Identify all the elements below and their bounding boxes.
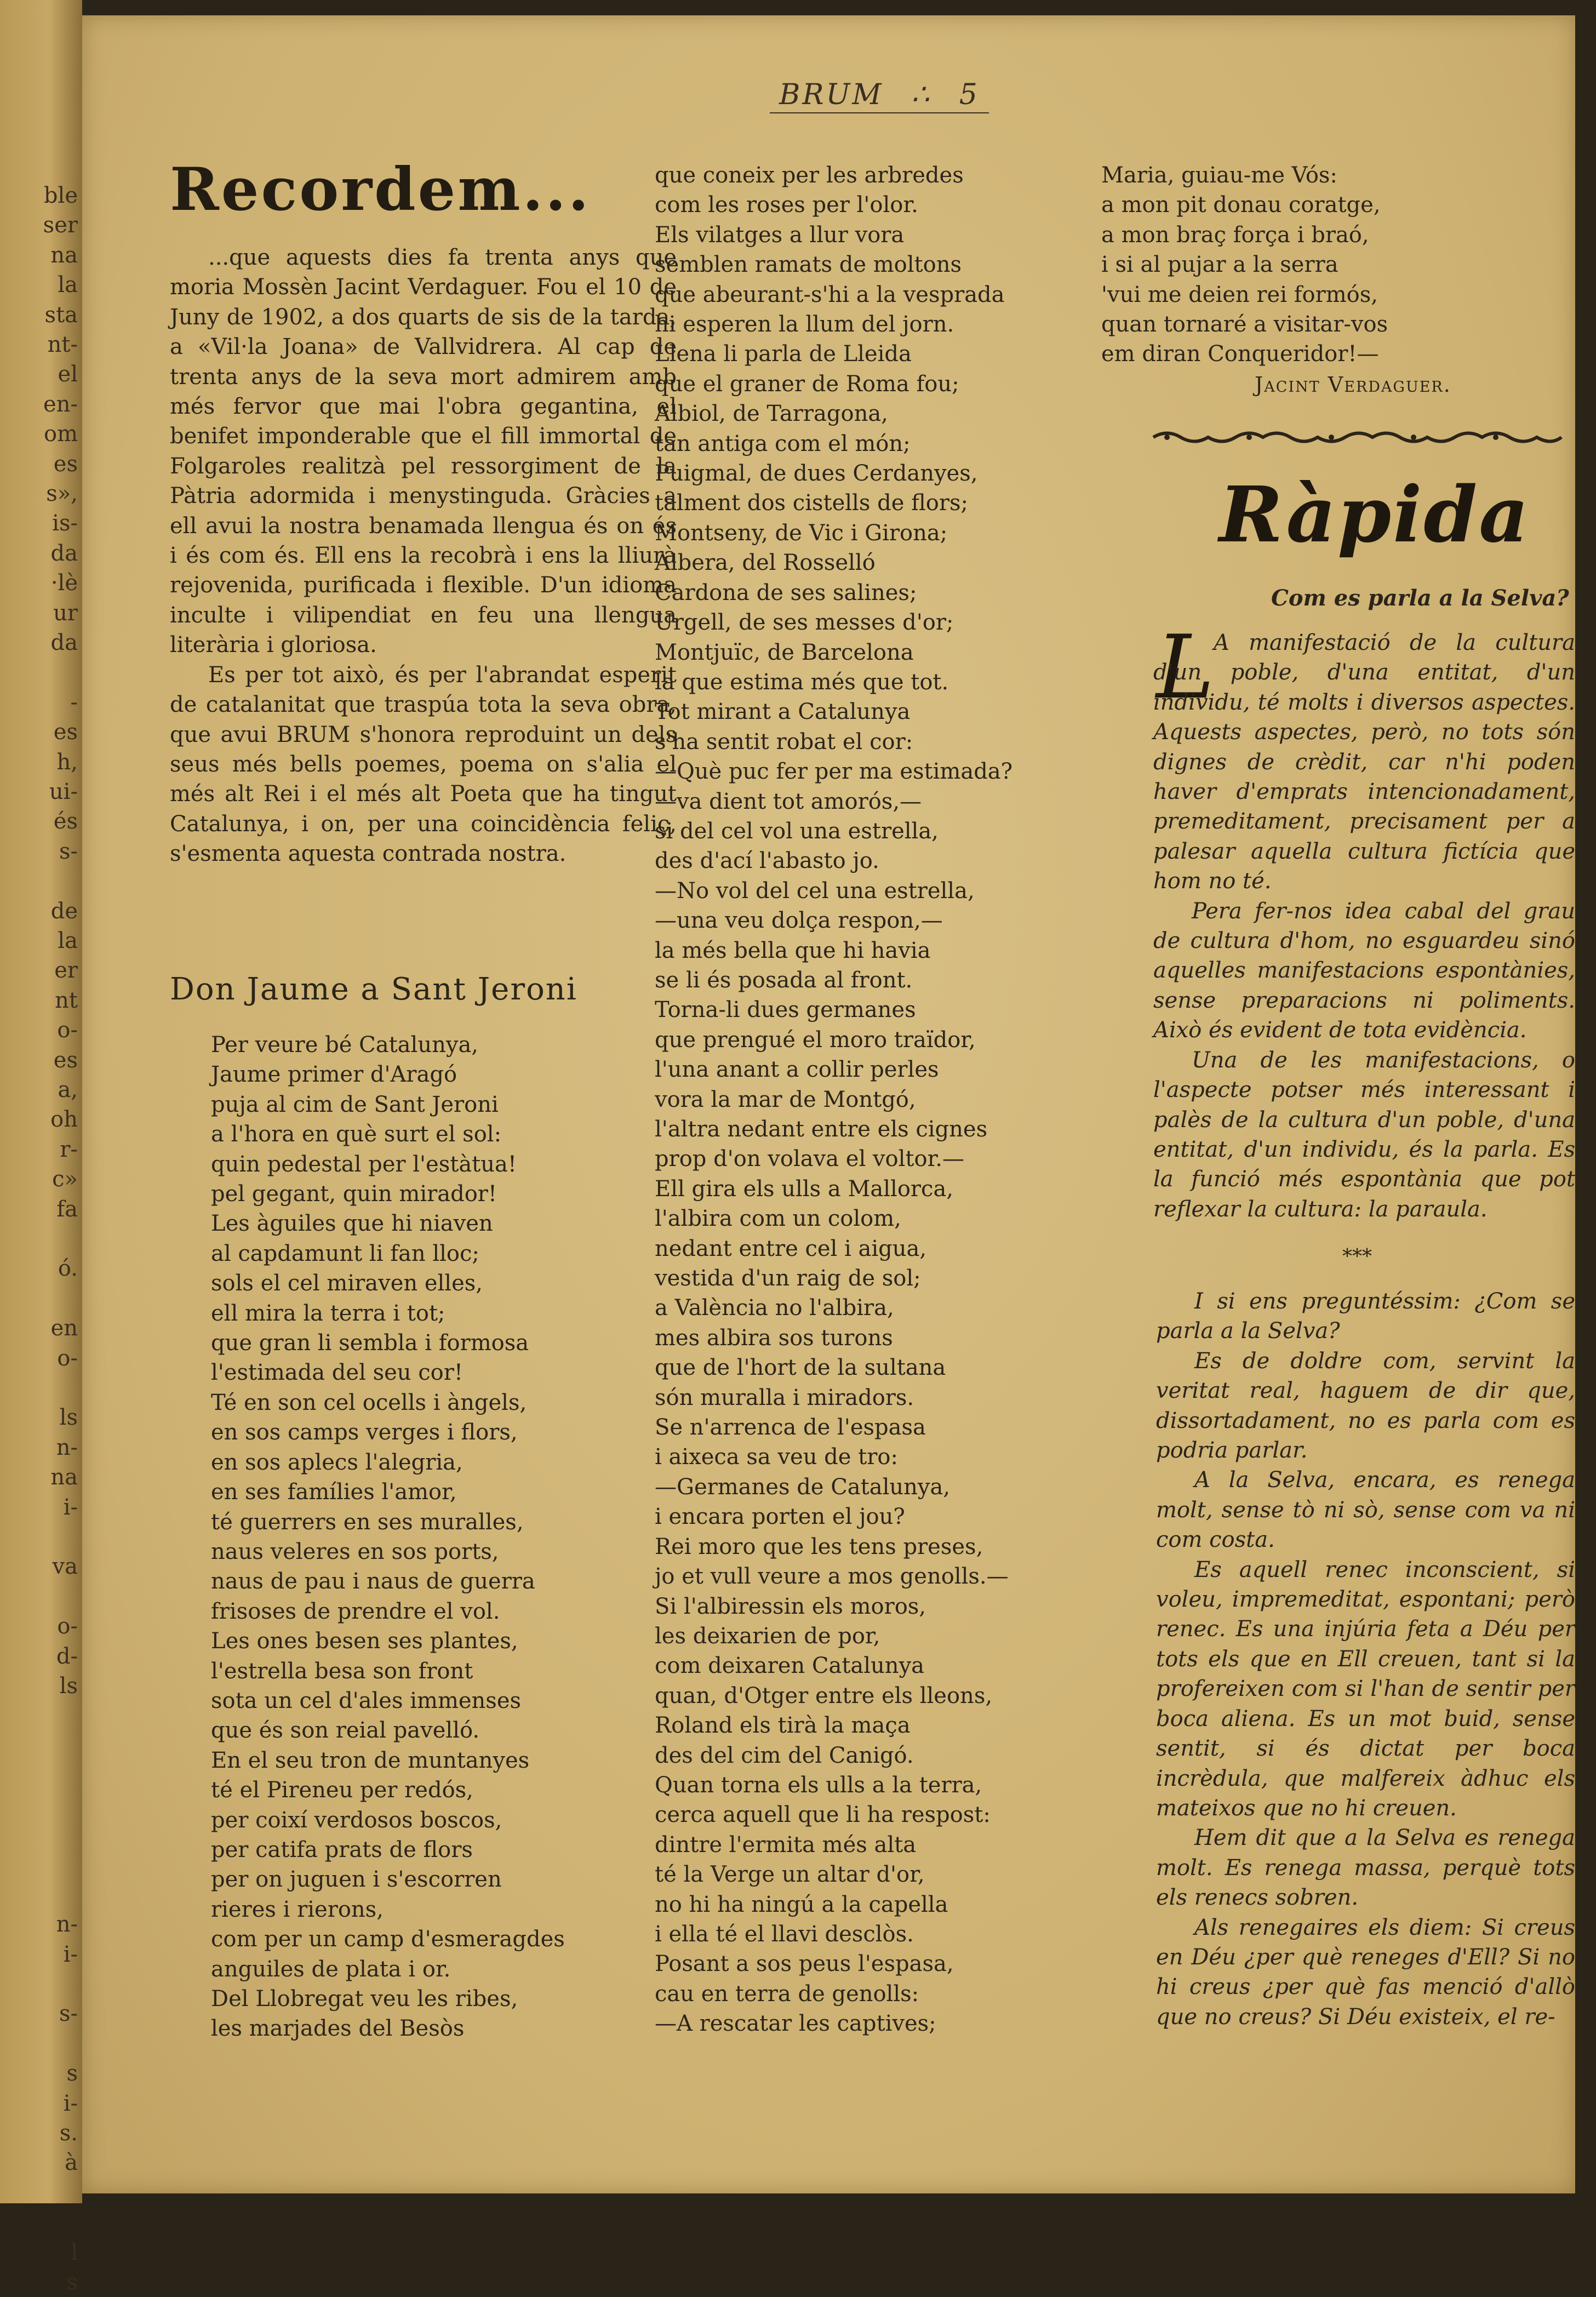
facing-page-fragment: r- — [60, 1136, 78, 1162]
poem-column-1 — [211, 1030, 565, 2044]
article-body-rapida — [1153, 628, 1575, 1224]
poem-line: en sos camps verges i flors, — [211, 1420, 518, 1445]
poem-line: sols el cel miraven elles, — [211, 1271, 483, 1296]
poem-line: quin pedestal per l'estàtua! — [211, 1151, 517, 1177]
facing-page-fragment: i- — [63, 1494, 78, 1520]
facing-page-fragment: nt — [55, 987, 78, 1013]
facing-page-fragment: o- — [57, 1345, 78, 1371]
poem-line: quan tornaré a visitar-vos — [1101, 312, 1388, 338]
poem-line: a mon braç força i braó, — [1101, 222, 1369, 248]
poem-line: quan, d'Otger entre els lleons, — [655, 1683, 993, 1709]
poem-line: per coixí verdosos boscos, — [211, 1807, 502, 1833]
poem-line: en sos aplecs l'alegria, — [211, 1449, 463, 1475]
facing-page-fragment: oh — [50, 1107, 78, 1133]
paragraph: Una de les manifestacions, o l'aspecte potser més interessant i palès de la cultura d'un poble, d'una entitat, d'un individu, és la parla. Es la funció més espontània que pot reflexar la cultura: la paraula. — [1153, 1047, 1575, 1222]
poem-line: naus de pau i naus de guerra — [211, 1569, 535, 1595]
poem-line: a l'hora en què surt el sol: — [211, 1122, 502, 1147]
poem-line: Tot mirant a Catalunya — [655, 699, 911, 725]
poem-line: 'vui me deien rei formós, — [1101, 282, 1378, 307]
poem-line: Jaume primer d'Aragó — [211, 1062, 457, 1088]
poem-line: talment dos cistells de flors; — [655, 490, 968, 516]
poem-line: com les roses per l'olor. — [655, 192, 918, 218]
facing-page-fragment: l — [71, 2239, 78, 2265]
facing-page-fragment: en- — [43, 391, 78, 417]
poem-line: —Germanes de Catalunya, — [655, 1474, 951, 1500]
facing-page-fragment: s — [66, 2270, 78, 2295]
newspaper-page — [82, 15, 1575, 2193]
poem-line: Montseny, de Vic i Girona; — [655, 520, 948, 546]
poem-line: Albera, del Rosselló — [655, 550, 876, 576]
poem-line: mes albira sos turons — [655, 1325, 893, 1351]
poem-line: l'una anant a collir perles — [655, 1057, 939, 1083]
poem-line: són muralla i miradors. — [655, 1385, 914, 1410]
poem-line: cerca aquell que li ha respost: — [655, 1802, 991, 1828]
facing-page-fragment: la — [58, 272, 78, 298]
poem-line: les deixarien de por, — [655, 1623, 880, 1649]
poem-line: des del cim del Canigó. — [655, 1742, 914, 1768]
facing-page-fragment: à — [65, 2150, 78, 2176]
publication-title: BRUM — [779, 78, 884, 111]
facing-page-fragment: na — [50, 1465, 78, 1490]
paragraph: Es per tot això, és per l'abrandat esperit de catalanitat que traspúa tota la seva obra, que avui BRUM s'honora reproduint un dels seus més bells poemes, poema on s'alia el més alt Rei i el més alt Poeta que ha tingut Catalunya, i on, per una coincidència feliç, s'esmenta aquesta contrada nostra. — [170, 662, 677, 867]
facing-page-fragment: ls — [59, 1405, 78, 1431]
poem-line: a mon pit donau coratge, — [1101, 192, 1381, 218]
poem-line: hi esperen la llum del jorn. — [655, 312, 954, 338]
poem-line: que el graner de Roma fou; — [655, 371, 959, 397]
poem-line: Les ones besen ses plantes, — [211, 1629, 518, 1654]
poem-line: frisoses de prendre el vol. — [211, 1598, 500, 1624]
facing-page-fragment: ur — [53, 600, 78, 626]
page-header — [737, 78, 1022, 111]
paragraph: Es de doldre com, servint la veritat real, haguem de dir que, dissortadament, no es parla com es podria parlar. — [1156, 1348, 1575, 1464]
facing-page-fragment: om — [43, 421, 78, 447]
poem-line: Torna-li dues germanes — [655, 997, 916, 1023]
article-title-recordem: Recordem... — [170, 155, 591, 224]
facing-page-fragment: ·lè — [50, 570, 78, 596]
drop-cap: L — [1156, 616, 1215, 718]
poem-line: la que estima més que tot. — [655, 669, 949, 695]
paragraph: A manifestació de la cultura d'un poble, d'una entitat, d'un individu, té molts i diversos aspectes. Aquests aspectes, però, no tots són dignes de crèdit, car n'hi poden haver d'emprats intencionadament, premeditament, precisament per a palesar aquella cultura fictícia que hom no té. — [1153, 630, 1575, 894]
poem-line: té la Verge un altar d'or, — [655, 1862, 925, 1888]
poem-line: Puigmal, de dues Cerdanyes, — [655, 461, 978, 487]
poem-line: Per veure bé Catalunya, — [211, 1032, 479, 1058]
poem-line: en ses famílies l'amor, — [211, 1479, 457, 1505]
facing-page-fragment: o- — [57, 1018, 78, 1043]
poem-line: —No vol del cel una estrella, — [655, 878, 975, 904]
poem-column-2 — [655, 161, 1012, 2039]
poem-line: l'estrella besa son front — [211, 1658, 473, 1684]
poem-line: Albiol, de Tarragona, — [655, 401, 888, 427]
poem-line: Les àguiles que hi niaven — [211, 1211, 493, 1237]
poem-line: em diran Conqueridor!— — [1101, 341, 1379, 367]
facing-page-fragment: s- — [59, 838, 78, 864]
paragraph: Es aquell renec inconscient, si voleu, impremeditat, espontani; però renec. Es una injúria feta a Déu per tots els que en Ell creuen, tant si la profereixen com si l'han de sentir per boca aliena. Es un mot buid, sense sentit, si és dictat per boca incrèdula, que malfereix àdhuc els mateixos que no hi creuen. — [1156, 1557, 1575, 1821]
poem-line: la més bella que hi havia — [655, 938, 931, 963]
poem-title: Don Jaume a Sant Jeroni — [170, 972, 577, 1007]
facing-page-fragment: és — [53, 809, 78, 835]
paragraph: I si ens preguntéssim: ¿Com se parla a la Selva? — [1156, 1289, 1575, 1344]
facing-page-edge — [0, 0, 82, 2295]
facing-page-fragment: d- — [56, 1643, 78, 1669]
poem-line: Urgell, de ses messes d'or; — [655, 610, 954, 636]
poem-line: —va dient tot amorós,— — [655, 788, 922, 814]
facing-page-fragment: de — [50, 898, 78, 924]
poem-line: sota un cel d'ales immenses — [211, 1688, 522, 1713]
facing-page-fragment: - — [70, 689, 78, 715]
poem-line: que coneix per les arbredes — [655, 163, 964, 188]
paragraph: A la Selva, encara, es renega molt, sense tò ni sò, sense com va ni com costa. — [1156, 1467, 1575, 1553]
facing-page-fragment: h, — [56, 749, 78, 775]
poem-line: anguiles de plata i or. — [211, 1956, 451, 1982]
section-break-stars: *** — [1342, 1245, 1372, 1268]
poem-line: Té en son cel ocells i àngels, — [211, 1390, 527, 1415]
poem-line: Llena li parla de Lleida — [655, 341, 912, 367]
poem-line: l'albira com un colom, — [655, 1206, 901, 1232]
poem-line: Quan torna els ulls a la terra, — [655, 1772, 982, 1798]
poem-line: pel gegant, quin mirador! — [211, 1181, 497, 1207]
facing-page-fragment: ó. — [58, 1256, 78, 1282]
poem-line: vestida d'un raig de sol; — [655, 1266, 921, 1292]
poem-line: per on juguen i s'escorren — [211, 1867, 502, 1893]
facing-page-fragment: es — [53, 719, 78, 745]
poem-column-3 — [1101, 161, 1388, 369]
poem-line: Se n'arrenca de l'espasa — [655, 1415, 926, 1441]
facing-page-fragment: er — [54, 958, 78, 984]
poem-line: dintre l'ermita més alta — [655, 1832, 917, 1858]
facing-page-fragment: s- — [59, 2001, 78, 2027]
facing-page-fragment: el — [58, 362, 78, 387]
facing-page-fragment: s», — [46, 481, 78, 506]
poem-line: naus veleres en sos ports, — [211, 1539, 499, 1564]
poem-signature: Jacint Verdaguer. — [1255, 373, 1451, 397]
poem-line: nedant entre cel i aigua, — [655, 1236, 927, 1261]
poem-line: al capdamunt li fan lloc; — [211, 1241, 479, 1266]
poem-line: semblen ramats de moltons — [655, 252, 962, 278]
facing-page-fragment: la — [58, 928, 78, 953]
poem-line: des d'ací l'abasto jo. — [655, 848, 879, 874]
facing-page-fragment: c» — [52, 1167, 78, 1192]
poem-line: que abeurant-s'hi a la vesprada — [655, 282, 1005, 307]
poem-line: jo et vull veure a mos genolls.— — [655, 1564, 1009, 1590]
poem-line: Ell gira els ulls a Mallorca, — [655, 1176, 953, 1202]
poem-line: ell mira la terra i tot; — [211, 1300, 445, 1326]
poem-line: —Què puc fer per ma estimada? — [655, 759, 1013, 785]
article-body-recordem — [170, 243, 677, 869]
poem-line: com per un camp d'esmeragdes — [211, 1927, 565, 1952]
poem-line: puja al cim de Sant Jeroni — [211, 1092, 499, 1117]
poem-line: Si l'albiressin els moros, — [655, 1593, 926, 1619]
poem-line: vora la mar de Montgó, — [655, 1087, 916, 1112]
poem-line: té el Pireneu per redós, — [211, 1778, 473, 1803]
poem-line: cau en terra de genolls: — [655, 1981, 919, 2007]
facing-page-fragment: n- — [56, 1435, 78, 1460]
poem-line: Posant a sos peus l'espasa, — [655, 1951, 954, 1977]
poem-line: Del Llobregat veu les ribes, — [211, 1986, 518, 2012]
header-separator: ∴ — [911, 78, 932, 111]
poem-line: Maria, guiau-me Vós: — [1101, 163, 1337, 188]
poem-line: i si al pujar a la serra — [1101, 252, 1338, 278]
poem-line: Roland els tirà la maça — [655, 1713, 911, 1739]
poem-line: —una veu dolça respon,— — [655, 908, 943, 934]
facing-page-fragment: ui- — [49, 779, 78, 804]
poem-line: s'ha sentit robat el cor: — [655, 729, 913, 755]
facing-page-fragment: fa — [56, 1196, 78, 1222]
paragraph: Als renegaires els diem: Si creus en Déu ¿per què reneges d'Ell? Si no hi creus ¿per què fas menció d'allò que no creus? Si Déu existeix, el re- — [1156, 1915, 1575, 2030]
page-number: 5 — [959, 78, 980, 111]
facing-page-fragment: da — [50, 540, 78, 566]
poem-line: Cardona de ses salines; — [655, 580, 917, 605]
facing-page-fragment: ble — [43, 183, 78, 208]
poem-line: no hi ha ningú a la capella — [655, 1892, 948, 1917]
poem-line: a València no l'albira, — [655, 1295, 894, 1321]
poem-line: —A rescatar les captives; — [655, 2011, 936, 2037]
facing-page-fragment: ser — [43, 213, 78, 238]
facing-page-fragment: is- — [52, 511, 78, 536]
facing-page-fragment: o- — [57, 1614, 78, 1639]
poem-line: prop d'on volava el voltor.— — [655, 1146, 965, 1172]
poem-line: i encara porten el jou? — [655, 1504, 905, 1530]
poem-line: tan antiga com el món; — [655, 431, 911, 456]
poem-line: i ella té el llavi desclòs. — [655, 1921, 914, 1947]
paragraph: Hem dit que a la Selva es renega molt. Es renega massa, perquè tots els renecs sobren. — [1156, 1825, 1575, 1911]
poem-line: que és son reial pavelló. — [211, 1718, 480, 1744]
facing-page-fragment: n- — [56, 1912, 78, 1938]
ornamental-divider — [1151, 429, 1564, 445]
facing-page-fragment: es — [53, 451, 78, 477]
facing-page-fragment: sta — [44, 302, 78, 328]
facing-page-fragment: s. — [59, 2121, 78, 2146]
poem-line: rieres i rierons, — [211, 1896, 384, 1922]
poem-line: i aixeca sa veu de tro: — [655, 1444, 898, 1470]
poem-line: les marjades del Besòs — [211, 2016, 465, 2042]
facing-page-fragment: s — [66, 2061, 78, 2087]
poem-line: Montjuïc, de Barcelona — [655, 639, 914, 665]
facing-page-fragment: en — [50, 1316, 78, 1341]
facing-page-fragment: nt- — [47, 332, 78, 357]
poem-line: per catifa prats de flors — [211, 1837, 473, 1862]
facing-page-fragment: va — [52, 1554, 78, 1580]
facing-page-fragment: da — [50, 630, 78, 655]
poem-line: que gran li sembla i formosa — [211, 1330, 529, 1356]
poem-line: com deixaren Catalunya — [655, 1653, 925, 1679]
facing-page-fragment: es — [53, 1047, 78, 1073]
poem-line: que prengué el moro traïdor, — [655, 1027, 976, 1053]
poem-line: Rei moro que les tens preses, — [655, 1534, 983, 1559]
poem-line: que de l'hort de la sultana — [655, 1355, 946, 1381]
poem-line: se li és posada al front. — [655, 967, 913, 993]
article-title-rapida: Ràpida — [1219, 470, 1530, 560]
poem-line: En el seu tron de muntanyes — [211, 1747, 530, 1773]
poem-line: l'estimada del seu cor! — [211, 1360, 463, 1386]
facing-page-fragment: na — [50, 242, 78, 268]
article-subtitle: Com es parla a la Selva? — [1271, 585, 1569, 611]
facing-page-fragment: i- — [63, 1941, 78, 1967]
facing-page-fragment: ls — [59, 1673, 78, 1699]
facing-page-fragment: i- — [63, 2090, 78, 2116]
poem-line: l'altra nedant entre els cignes — [655, 1117, 988, 1142]
poem-line: Els vilatges a llur vora — [655, 222, 905, 248]
poem-line: té guerrers en ses muralles, — [211, 1509, 524, 1535]
paragraph: ...que aquests dies fa trenta anys que moria Mossèn Jacint Verdaguer. Fou el 10 de Juny de 1902, a dos quarts de sis de la tarda, a «Vil·la Joana» de Vallvidrera. Al cap de trenta anys de la seva mort admirem amb més fervor que mai l'obra gegantina, el benifet imponderable que el fill immortal de Folgaroles realitzà pel ressorgiment de la Pàtria adormida i menystinguda. Gràcies a ell avui la nostra benamada llengua és on és i és com és. Ell ens la recobrà i ens la lliurà rejovenida, purificada i flexible. D'un idioma inculte i vilipendiat en feu una llengua literària i gloriosa. — [170, 245, 677, 658]
article-body-rapida-continued — [1156, 1287, 1575, 2032]
facing-page-fragment: a, — [58, 1077, 78, 1102]
paragraph: Pera fer-nos idea cabal del grau de cultura d'hom, no esguardeu sinó aquelles manifestacions espontànies, sense preparacions ni poliments. Això és evident de tota evidència. — [1153, 898, 1575, 1043]
poem-line: si del cel vol una estrella, — [655, 818, 939, 844]
